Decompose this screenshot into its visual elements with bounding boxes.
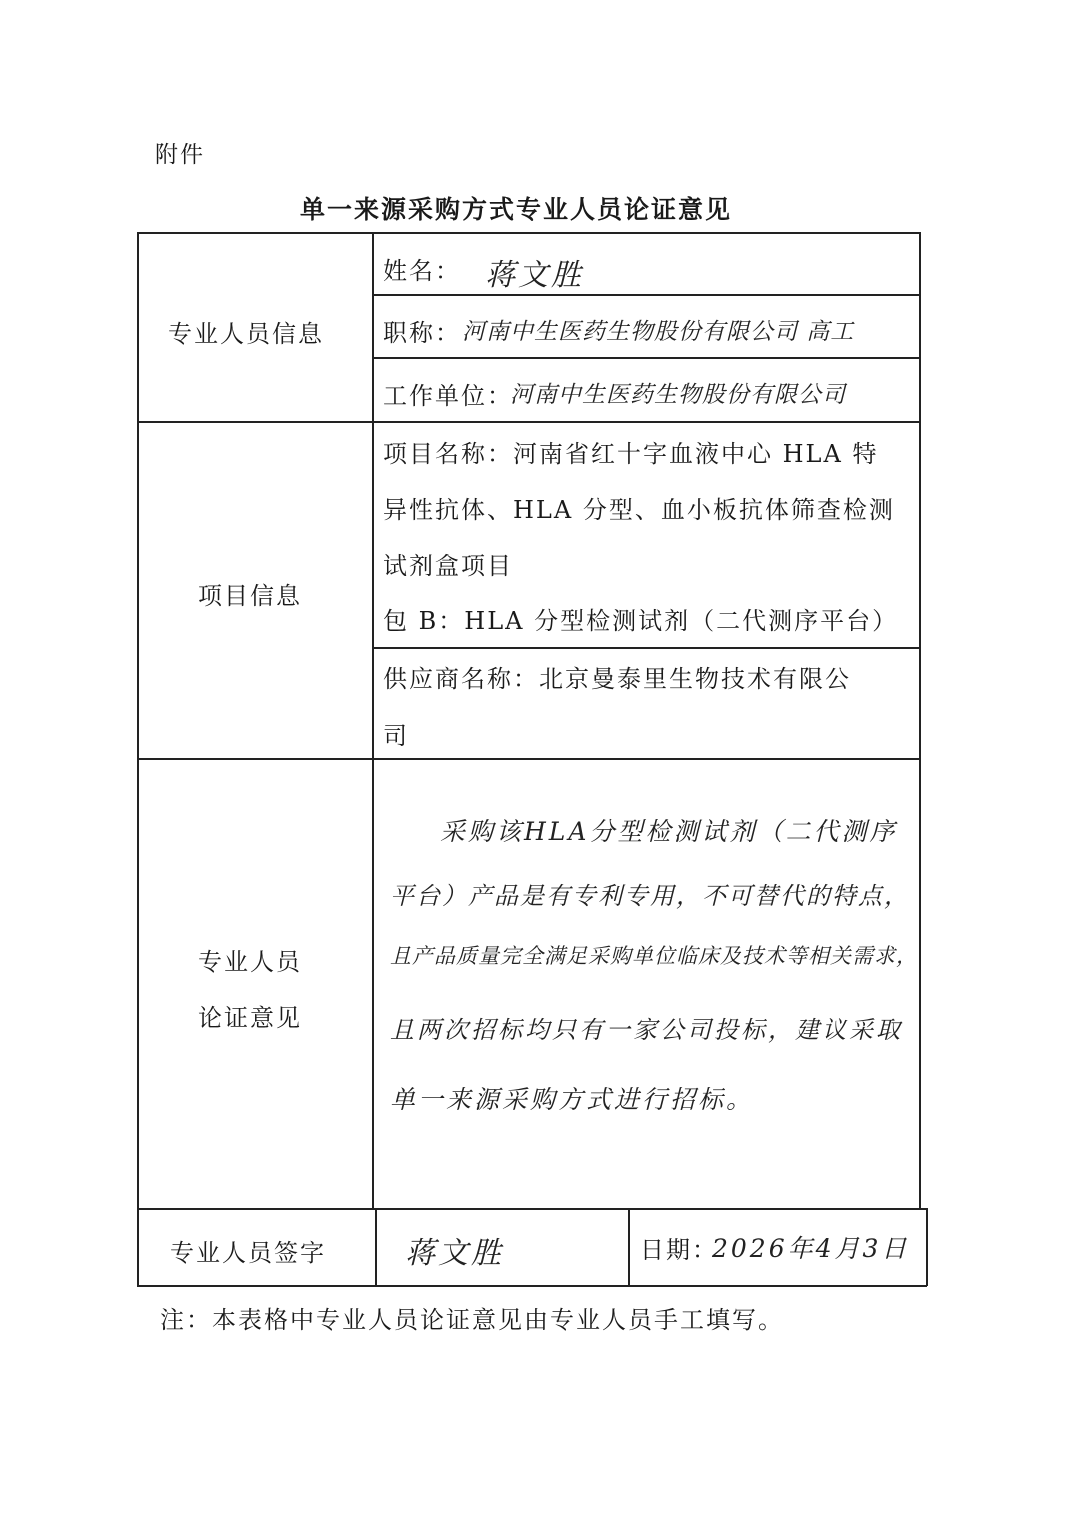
name-value: 蒋文胜: [485, 258, 584, 293]
workplace-value: 河南中生医药生物股份有限公司: [510, 382, 846, 408]
table-border-bottom: [137, 1285, 927, 1287]
table-border-top: [137, 232, 920, 234]
opinion-line: 采购该HLA分型检测试剂（二代测序: [440, 817, 898, 846]
project-line: 试剂盒项目: [383, 552, 513, 580]
row-divider: [372, 357, 920, 359]
footnote: 注：本表格中专业人员论证意见由专业人员手工填写。: [160, 1306, 784, 1334]
personnel-info-label: 专业人员信息: [168, 320, 324, 348]
opinion-label: 专业人员: [198, 948, 302, 976]
title-value: 河南中生医药生物股份有限公司 高工: [462, 319, 855, 345]
supplier-line: 司: [383, 722, 409, 750]
row-divider: [372, 294, 920, 296]
date-label: 日期：: [640, 1236, 718, 1264]
table-border-right-bottom: [926, 1208, 928, 1286]
attachment-label: 附件: [155, 142, 205, 168]
signature-label: 专业人员签字: [170, 1239, 326, 1267]
project-line: 异性抗体、HLA 分型、血小板抗体筛查检测: [383, 496, 895, 524]
project-line: 包 B：HLA 分型检测试剂（二代测序平台）: [383, 607, 899, 635]
signature-image: 蒋文胜: [405, 1236, 504, 1271]
name-label: 姓名：: [383, 257, 461, 285]
row-divider: [137, 1208, 927, 1210]
project-info-label: 项目信息: [198, 582, 302, 610]
opinion-line: 平台）产品是有专利专用，不可替代的特点，: [390, 882, 910, 910]
supplier-line: 供应商名称：北京曼泰里生物技术有限公: [383, 665, 851, 693]
date-value: 2026年4月3日: [712, 1234, 910, 1263]
row-divider: [372, 647, 920, 649]
page-title: 单一来源采购方式专业人员论证意见: [300, 195, 733, 224]
column-divider-date: [628, 1208, 630, 1286]
project-line: 项目名称：河南省红十字血液中心 HLA 特: [383, 440, 879, 468]
column-divider: [372, 232, 374, 1208]
opinion-line: 单一来源采购方式进行招标。: [390, 1085, 755, 1114]
title-label: 职称：: [383, 319, 461, 347]
table-border-right: [919, 232, 921, 1208]
opinion-line: 且两次招标均只有一家公司投标，建议采取: [390, 1016, 903, 1044]
column-divider-sign: [375, 1208, 377, 1286]
opinion-line: 且产品质量完全满足采购单位临床及技术等相关需求，: [390, 944, 918, 968]
workplace-label: 工作单位：: [383, 382, 513, 410]
row-divider: [137, 421, 920, 423]
row-divider: [137, 758, 920, 760]
opinion-label: 论证意见: [198, 1004, 302, 1032]
